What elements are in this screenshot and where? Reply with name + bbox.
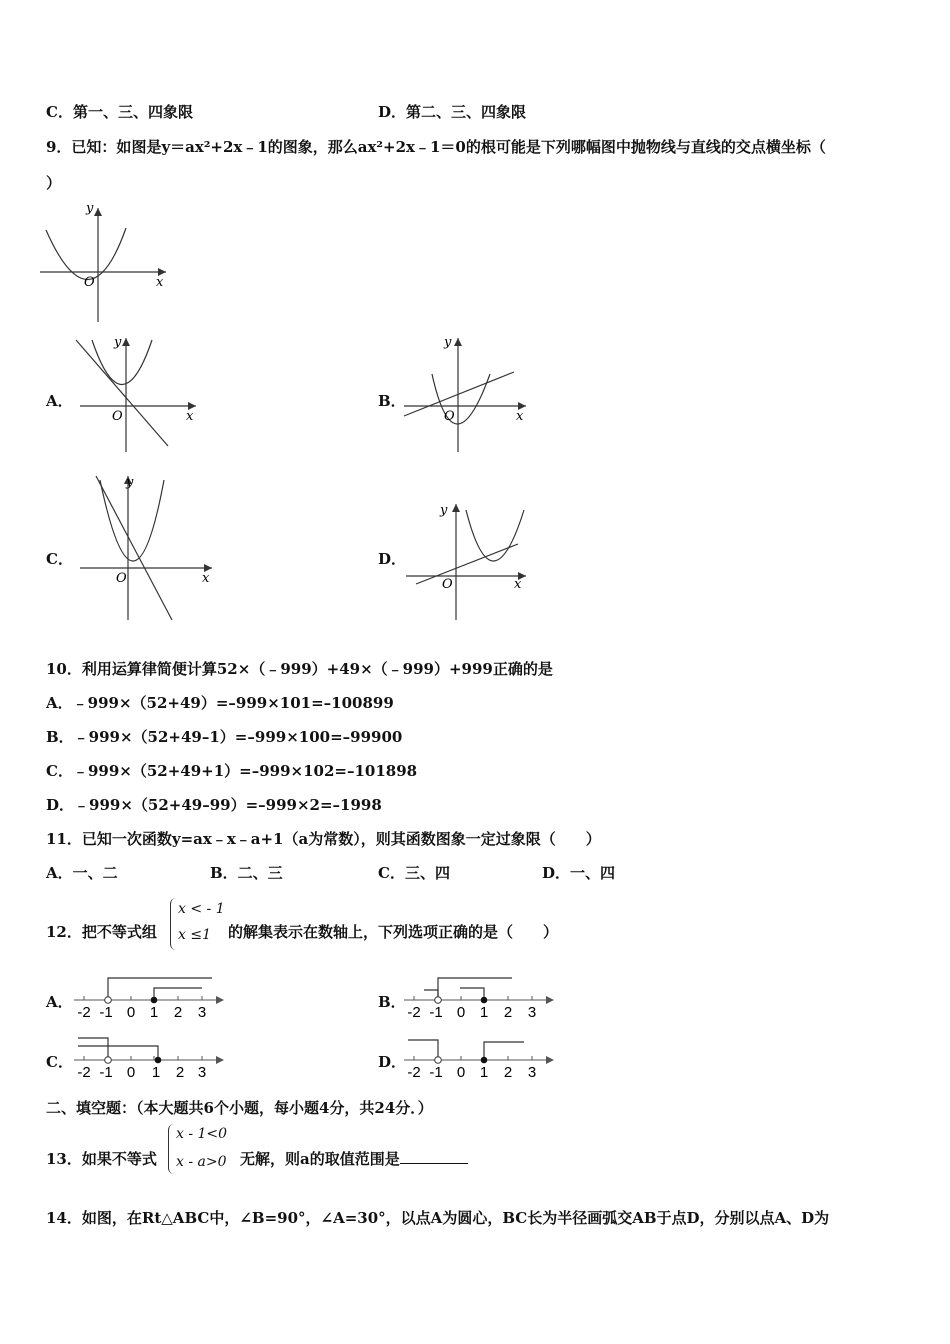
svg-text:-1: -1 (429, 1064, 443, 1081)
q13-stem-prefix: 13．如果不等式 (46, 1150, 157, 1168)
svg-text:O: O (444, 409, 455, 424)
svg-text:x: x (202, 571, 210, 586)
q12-system-line1: x < - 1 (178, 901, 225, 917)
svg-text:y: y (444, 335, 452, 350)
q13-stem-suffix: 无解，则a的取值范围是 (240, 1149, 468, 1169)
q10-option-d: D．﹣999×（52+49–99）=–999×2=–1998 (46, 796, 382, 814)
q9-stem-line2: ） (46, 174, 62, 192)
q9-option-a-label: A． (46, 392, 73, 410)
q8-option-c: C．第一、三、四象限 (46, 103, 193, 121)
q11-option-b: B．二、三 (210, 864, 283, 882)
q10-option-c: C．﹣999×（52+49+1）=–999×102=–101898 (46, 762, 418, 780)
q11-option-c: C．三、四 (378, 864, 450, 882)
q10-stem: 10．利用运算律简便计算52×（﹣999）+49×（﹣999）+999正确的是 (46, 660, 553, 678)
svg-text:2: 2 (175, 1064, 185, 1081)
q13-system-line2: x - a>0 (176, 1154, 227, 1170)
q9-option-c-label: C． (46, 550, 73, 568)
svg-text:-2: -2 (77, 1004, 91, 1021)
svg-text:y: y (126, 475, 134, 490)
q12-option-a-label: A． (46, 993, 73, 1011)
q9-main-origin-label: O (84, 275, 95, 290)
q13-system-brace (168, 1124, 175, 1174)
svg-text:3: 3 (527, 1064, 537, 1081)
q9-option-b-label: B． (378, 392, 406, 410)
q9-option-a-graph (72, 334, 202, 454)
svg-text:O: O (116, 571, 127, 586)
svg-text:x: x (514, 577, 522, 592)
section-fill-in-title: 二、填空题：（本大题共6个小题，每小题4分，共24分．） (46, 1099, 433, 1117)
q11-option-a: A．一、二 (46, 864, 118, 882)
svg-text:O: O (112, 409, 123, 424)
svg-text:3: 3 (197, 1004, 207, 1021)
q12-option-d-label: D． (378, 1053, 407, 1071)
svg-text:1: 1 (149, 1004, 159, 1021)
svg-text:-2: -2 (407, 1004, 421, 1021)
q9-main-x-label: x (156, 275, 164, 290)
svg-text:2: 2 (503, 1004, 513, 1021)
q12-option-b-numberline (402, 972, 558, 1022)
q9-main-y-label: y (86, 201, 94, 216)
svg-text:x: x (186, 409, 194, 424)
svg-text:0: 0 (126, 1064, 136, 1081)
svg-text:O: O (442, 577, 453, 592)
svg-text:-1: -1 (99, 1004, 113, 1021)
q13-answer-blank (400, 1149, 468, 1164)
q9-main-graph (40, 200, 180, 325)
svg-text:3: 3 (197, 1064, 207, 1081)
svg-text:y: y (114, 335, 122, 350)
q9-option-d-label: D． (378, 550, 407, 568)
svg-text:0: 0 (126, 1004, 136, 1021)
svg-text:0: 0 (456, 1064, 466, 1081)
q13-system-line1: x - 1<0 (176, 1126, 228, 1142)
q12-stem-suffix: 的解集表示在数轴上，下列选项正确的是（ ） (228, 923, 559, 941)
svg-text:1: 1 (151, 1064, 161, 1081)
svg-text:0: 0 (456, 1004, 466, 1021)
svg-text:-1: -1 (99, 1064, 113, 1081)
q10-option-a: A．﹣999×（52+49）=–999×101=–100899 (46, 694, 394, 712)
q14-stem: 14．如图，在Rt△ABC中，∠B=90°，∠A=30°，以点A为圆心，BC长为半径画弧交AB于点D，分别以点A、D为 (46, 1209, 830, 1227)
q11-stem: 11．已知一次函数y=ax﹣x﹣a+1（a为常数），则其函数图象一定过象限（ ） (46, 830, 601, 848)
svg-text:-2: -2 (77, 1064, 91, 1081)
svg-text:1: 1 (479, 1064, 489, 1081)
svg-text:-2: -2 (407, 1064, 421, 1081)
svg-text:-1: -1 (429, 1004, 443, 1021)
svg-text:x: x (516, 409, 524, 424)
q12-system-line2: x ≤1 (178, 927, 211, 943)
svg-text:1: 1 (479, 1004, 489, 1021)
q8-option-d: D．第二、三、四象限 (378, 103, 527, 121)
q12-option-d-numberline (402, 1032, 558, 1082)
svg-text:3: 3 (527, 1004, 537, 1021)
q10-option-b: B．﹣999×（52+49–1）=–999×100=–99900 (46, 728, 403, 746)
q12-stem-prefix: 12．把不等式组 (46, 923, 157, 941)
svg-text:y: y (440, 503, 448, 518)
svg-text:2: 2 (503, 1064, 513, 1081)
q12-option-c-numberline (72, 1032, 228, 1082)
q12-option-c-label: C． (46, 1053, 73, 1071)
q9-stem-line1: 9．已知：如图是y＝ax²+2x﹣1的图象，那么ax²+2x﹣1＝0的根可能是下列哪幅图中抛物线与直线的交点横坐标（ (46, 138, 826, 156)
q12-system-brace (170, 898, 177, 950)
q12-option-a-numberline (72, 972, 228, 1022)
q9-option-b-graph (402, 334, 532, 454)
q11-option-d: D．一、四 (542, 864, 616, 882)
svg-text:2: 2 (173, 1004, 183, 1021)
q9-option-c-graph (76, 472, 216, 622)
q12-option-b-label: B． (378, 993, 406, 1011)
q9-option-d-graph (404, 500, 534, 622)
